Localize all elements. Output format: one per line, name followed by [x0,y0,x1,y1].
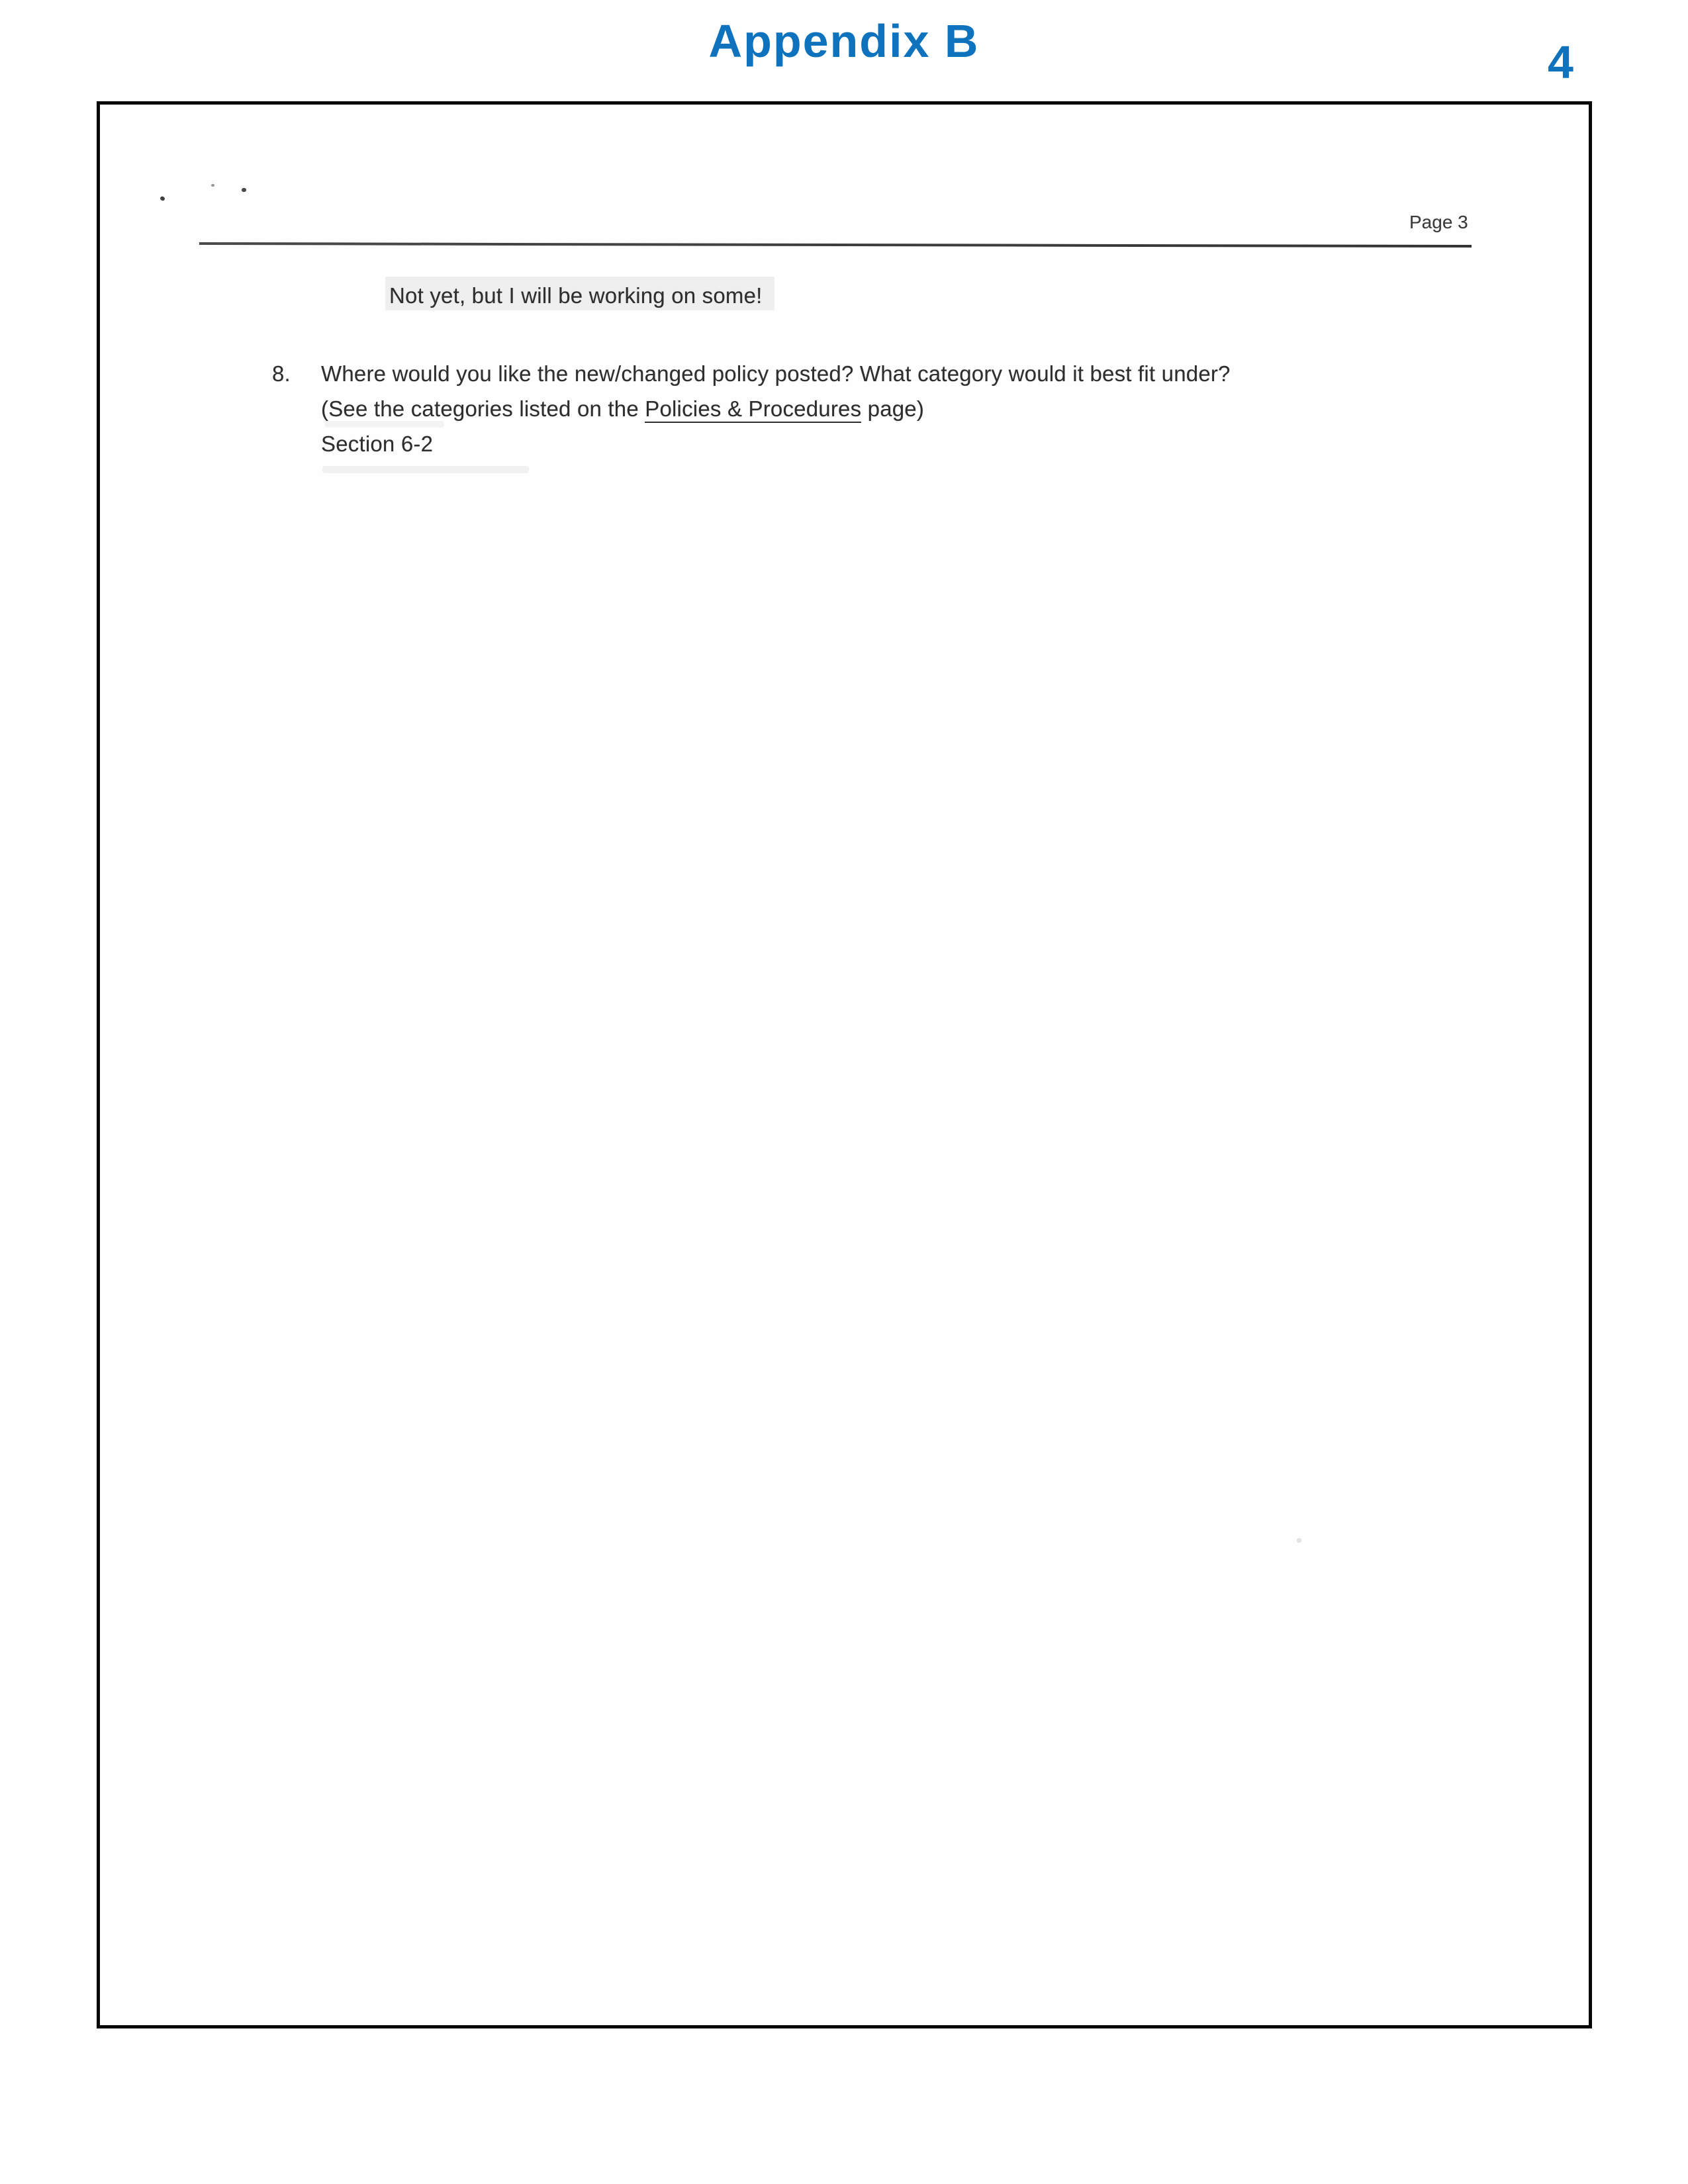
scan-speck [242,188,246,192]
question-line-2-suffix: page) [861,396,925,421]
scan-speck [211,184,214,187]
answer-note [385,278,774,313]
policies-procedures-reference: Policies & Procedures [645,396,861,423]
question-line-1: Where would you like the new/changed policy posted? What category would it best fit under? [321,361,1231,386]
appendix-title: Appendix B [708,15,980,67]
question-answer: Section 6-2 [321,432,434,456]
scan-ghost-smudge [322,466,529,473]
scan-speck [160,196,165,202]
question-8 [272,356,1231,461]
answer-note-text: Not yet, but I will be working on some! [385,277,774,310]
question-number: 8. [272,361,291,386]
scan-speck [1297,1538,1301,1543]
page-label: Page 3 [1409,212,1468,232]
scanned-page-frame [97,101,1592,2028]
question-body [321,356,1231,461]
header-rule [199,242,1472,248]
question-line-2 [321,391,1231,426]
question-line-2-prefix: (See the categories listed on the [321,396,645,421]
corner-page-number: 4 [1548,36,1573,88]
